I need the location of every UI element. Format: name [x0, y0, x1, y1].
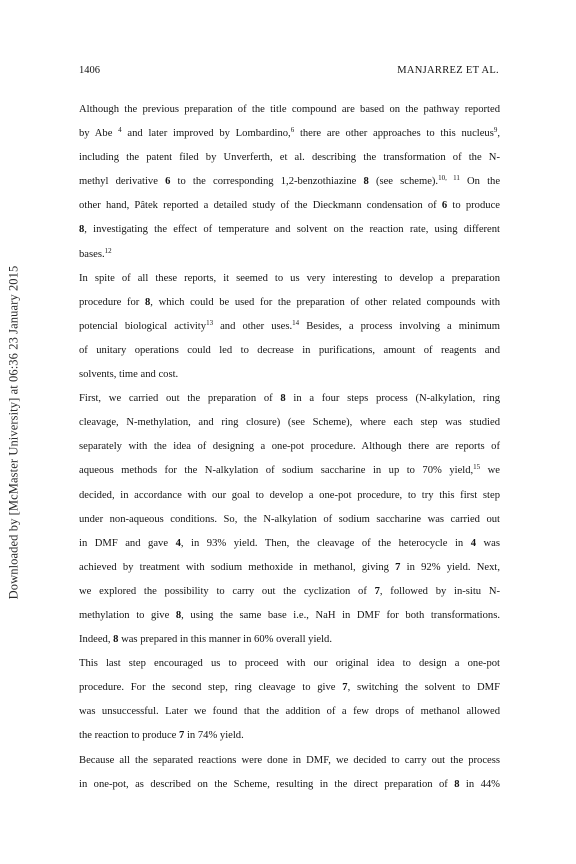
- page-header: [79, 65, 499, 81]
- running-head: MANJARREZ ET AL.: [397, 65, 499, 76]
- text-run: , which could be used for the preparation of other related compounds with: [150, 296, 500, 308]
- text-run: the reaction to produce: [79, 730, 180, 742]
- compound-number: 8: [454, 778, 460, 790]
- text-line: [79, 508, 500, 532]
- text-run: , followed by in-situ N-: [379, 585, 501, 597]
- text-run: separately with the idea of designing a one-pot procedure. Although there are reports of: [79, 441, 500, 453]
- text-run: (see scheme).: [368, 176, 439, 188]
- text-run: in 92% yield. Next,: [400, 561, 500, 573]
- text-line: [79, 243, 500, 267]
- reference-superscript: 15: [473, 463, 481, 472]
- text-line: [79, 700, 500, 724]
- text-run: methylation to give: [79, 609, 176, 621]
- text-run: On the: [459, 176, 501, 188]
- text-run: bases.: [79, 248, 105, 260]
- text-run: cleavage, N-methylation, and ring closure) (see Scheme), where each step was studied: [79, 417, 500, 429]
- compound-number: 8: [79, 224, 85, 236]
- reference-superscript: 6: [290, 126, 295, 135]
- text-line: [79, 652, 500, 676]
- text-run: decided, in accordance with our goal to develop a one-pot procedure, to try this first step: [79, 489, 500, 501]
- text-run: we explored the possibility to carry out the cyclization of: [79, 585, 375, 597]
- reference-superscript: 9: [493, 126, 498, 135]
- download-watermark: [6, 0, 22, 864]
- text-run: Because all the separated reactions were done in DMF, we decided to carry out the process: [79, 754, 500, 766]
- text-run: in 44%: [459, 778, 500, 790]
- text-line: [79, 604, 500, 628]
- download-watermark-text: Downloaded by [McMaster University] at 06:36 23 January 2015: [6, 265, 21, 599]
- text-line: [79, 556, 500, 580]
- page-number: 1406: [79, 65, 100, 76]
- text-run: in a four steps process (N-alkylation, ring: [285, 393, 500, 405]
- compound-number: 7: [395, 561, 401, 573]
- text-run: in one-pot, as described on the Scheme, resulting in the direct preparation of: [79, 778, 455, 790]
- compound-number: 8: [280, 393, 286, 405]
- text-run: under non-aqueous conditions. So, the N-alkylation of sodium saccharine was carried out: [79, 513, 500, 525]
- text-line: [79, 387, 500, 411]
- compound-number: 7: [374, 585, 380, 597]
- text-line: [79, 194, 500, 218]
- text-run: by Abe: [79, 128, 119, 140]
- text-run: was unsuccessful. Later we found that the addition of a few drops of methanol allowed: [79, 706, 500, 718]
- compound-number: 8: [144, 296, 151, 308]
- reference-superscript: 4: [118, 126, 122, 135]
- compound-number: 6: [441, 200, 448, 212]
- text-run: In spite of all these reports, it seemed to us very interesting to develop a preparation: [79, 272, 500, 284]
- text-run: Indeed,: [79, 634, 114, 646]
- article-body: [79, 98, 500, 797]
- text-line: [79, 532, 500, 556]
- text-line: [79, 291, 500, 315]
- compound-number: 8: [363, 176, 369, 188]
- text-run: potencial biological activity: [79, 320, 207, 332]
- compound-number: 7: [179, 730, 185, 742]
- text-run: aqueous methods for the N-alkylation of sodium saccharine in up to 70% yield,: [79, 465, 474, 477]
- text-run: ,: [497, 128, 500, 140]
- text-line: [79, 628, 500, 652]
- text-line: [79, 459, 500, 483]
- text-run: achieved by treatment with sodium methoxide in methanol, giving: [79, 561, 396, 573]
- text-run: , in 93% yield. Then, the cleavage of the heterocycle in: [180, 537, 471, 549]
- text-run: , switching the solvent to DMF: [347, 682, 500, 694]
- text-run: This last step encouraged us to proceed with our original idea to design a one-pot: [79, 658, 500, 670]
- text-line: [79, 170, 500, 194]
- compound-number: 6: [165, 176, 171, 188]
- text-run: Besides, a process involving a minimum: [299, 320, 501, 332]
- text-run: was: [476, 537, 501, 549]
- compound-number: 8: [175, 609, 182, 621]
- text-run: , investigating the effect of temperature and solvent on the reaction rate, using different: [84, 224, 500, 236]
- compound-number: 7: [342, 682, 348, 694]
- text-line: [79, 122, 500, 146]
- reference-superscript: 14: [292, 318, 300, 327]
- text-line: [79, 676, 500, 700]
- compound-number: 8: [113, 634, 119, 646]
- text-run: in 74% yield.: [184, 730, 244, 742]
- text-run: of unitary operations could led to decrease in purifications, amount of reagents and: [79, 344, 500, 356]
- text-run: methyl derivative: [79, 176, 166, 188]
- compound-number: 4: [175, 537, 181, 549]
- text-run: there are other approaches to this nucleus: [294, 128, 494, 140]
- text-line: [79, 339, 500, 363]
- text-run: First, we carried out the preparation of: [79, 393, 281, 405]
- text-line: [79, 411, 500, 435]
- text-line: [79, 146, 500, 170]
- reference-superscript: 12: [104, 246, 112, 255]
- text-run: we: [480, 465, 500, 477]
- text-run: and other uses.: [213, 320, 293, 332]
- reference-superscript: 10, 11: [438, 174, 460, 183]
- text-run: Although the previous preparation of the title compound are based on the pathway reported: [79, 104, 500, 115]
- reference-superscript: 13: [206, 318, 214, 327]
- compound-number: 4: [470, 537, 477, 549]
- text-run: was prepared in this manner in 60% overall yield.: [118, 634, 332, 646]
- text-line: [79, 484, 500, 508]
- text-line: [79, 773, 500, 797]
- text-line: [79, 267, 500, 291]
- text-line: [79, 724, 500, 748]
- text-run: to produce: [447, 200, 500, 212]
- text-line: [79, 218, 500, 242]
- text-line: [79, 363, 500, 387]
- text-run: solvents, time and cost.: [79, 369, 179, 381]
- text-line: [79, 749, 500, 773]
- text-run: procedure for: [79, 296, 145, 308]
- text-run: procedure. For the second step, ring cleavage to give: [79, 682, 343, 694]
- text-run: including the patent filed by Unverferth, et al. describing the transformation of the N-: [79, 152, 500, 164]
- text-line: [79, 435, 500, 459]
- text-run: , using the same base i.e., NaH in DMF for both transformations.: [181, 609, 500, 621]
- text-run: other hand, Pâtek reported a detailed study of the Dieckmann condensation of: [79, 200, 442, 212]
- text-run: to the corresponding 1,2-benzothiazine: [170, 176, 364, 188]
- text-line: [79, 580, 500, 604]
- text-line: [79, 98, 500, 122]
- text-line: [79, 315, 500, 339]
- text-run: and later improved by Lombardino,: [121, 128, 291, 140]
- text-run: in DMF and gave: [79, 537, 176, 549]
